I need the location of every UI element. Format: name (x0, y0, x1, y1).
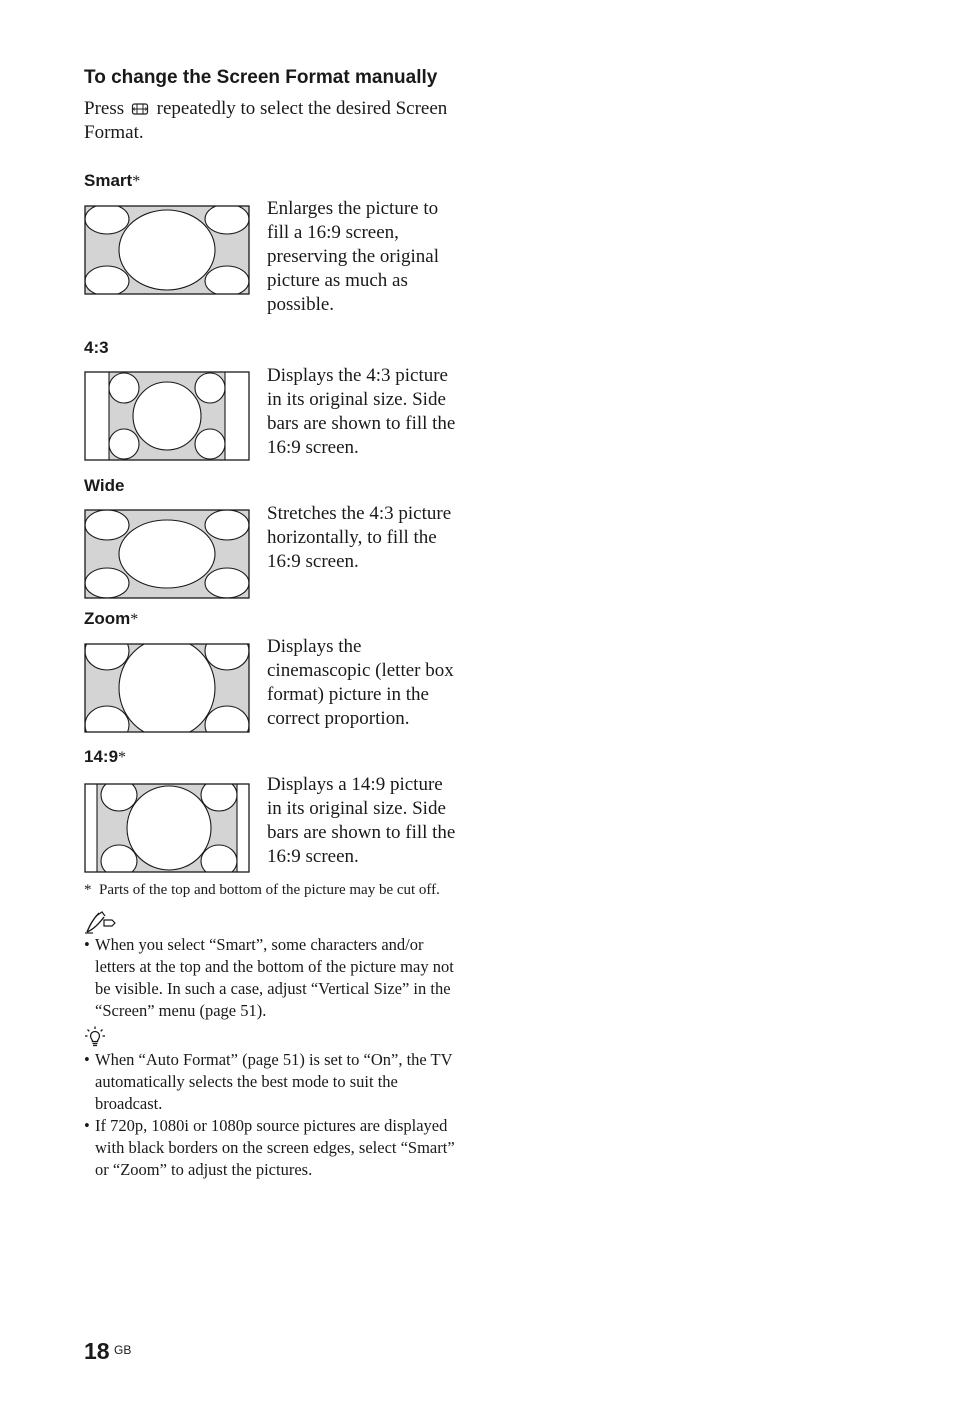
format-label-smart (84, 171, 140, 191)
format-name: 4:3 (84, 338, 109, 357)
note-item (84, 934, 456, 1022)
note-text: When you select “Smart”, some characters and/or letters at the top and the bottom of the picture may not be visible. In such a case, adjust “Vertical Size” in the “Screen” menu (page 51). (95, 935, 454, 1020)
format-name: Wide (84, 476, 125, 495)
format-label-14-9 (84, 747, 126, 767)
4-3-format-diagram (84, 371, 250, 461)
smart-format-diagram (84, 205, 250, 295)
format-name: Smart (84, 171, 133, 190)
wide-format-diagram (84, 509, 250, 599)
note-list (84, 934, 456, 1022)
intro-text-end: repeatedly to select the desired Screen Format. (84, 98, 448, 143)
zoom-format-diagram (84, 643, 250, 733)
note-pencil-icon (84, 909, 118, 935)
bullet-marker: • (84, 1116, 90, 1135)
footnote-marker: * (132, 173, 141, 190)
format-description-smart: Enlarges the picture to fill a 16:9 screen, preserving the original picture as much as possible. (267, 198, 440, 315)
intro-paragraph (84, 97, 454, 145)
footnote-marker: * (118, 749, 127, 766)
page-language-code: GB (114, 1343, 132, 1357)
lightbulb-hint-icon (84, 1026, 106, 1048)
hint-item (84, 1049, 456, 1115)
format-description-14-9: Displays a 14:9 picture in its original size. Side bars are shown to fill the 16:9 screen. (267, 774, 456, 867)
format-label-4-3 (84, 338, 109, 358)
page-number: 18 (84, 1338, 110, 1364)
format-description-zoom: Displays the cinemascopic (letter box format) picture in the correct proportion. (267, 636, 454, 729)
format-name: Zoom (84, 609, 131, 628)
format-description-wide: Stretches the 4:3 picture horizontally, to fill the 16:9 screen. (267, 503, 452, 572)
14-9-format-diagram (84, 783, 250, 873)
wide-mode-button-icon (131, 102, 149, 116)
format-label-zoom (84, 609, 138, 629)
hint-text: When “Auto Format” (page 51) is set to “On”, the TV automatically selects the best mode to suit the broadcast. (95, 1050, 453, 1113)
footnote (84, 882, 440, 899)
intro-text-start: Press (84, 98, 125, 119)
bullet-marker: • (84, 935, 90, 954)
hint-text: If 720p, 1080i or 1080p source pictures are displayed with black borders on the screen edges, select “Smart” or “Zoom” to adjust the pictures. (95, 1116, 455, 1179)
format-name: 14:9 (84, 747, 119, 766)
footnote-text: Parts of the top and bottom of the picture may be cut off. (99, 882, 440, 898)
format-label-wide (84, 476, 124, 496)
hint-list (84, 1049, 456, 1181)
footnote-marker: * (130, 611, 139, 628)
hint-item (84, 1115, 456, 1181)
bullet-marker: • (84, 1050, 90, 1069)
format-description-4-3: Displays the 4:3 picture in its original size. Side bars are shown to fill the 16:9 screen. (267, 365, 456, 458)
footnote-marker: * (84, 882, 92, 898)
section-heading: To change the Screen Format manually (84, 67, 438, 88)
